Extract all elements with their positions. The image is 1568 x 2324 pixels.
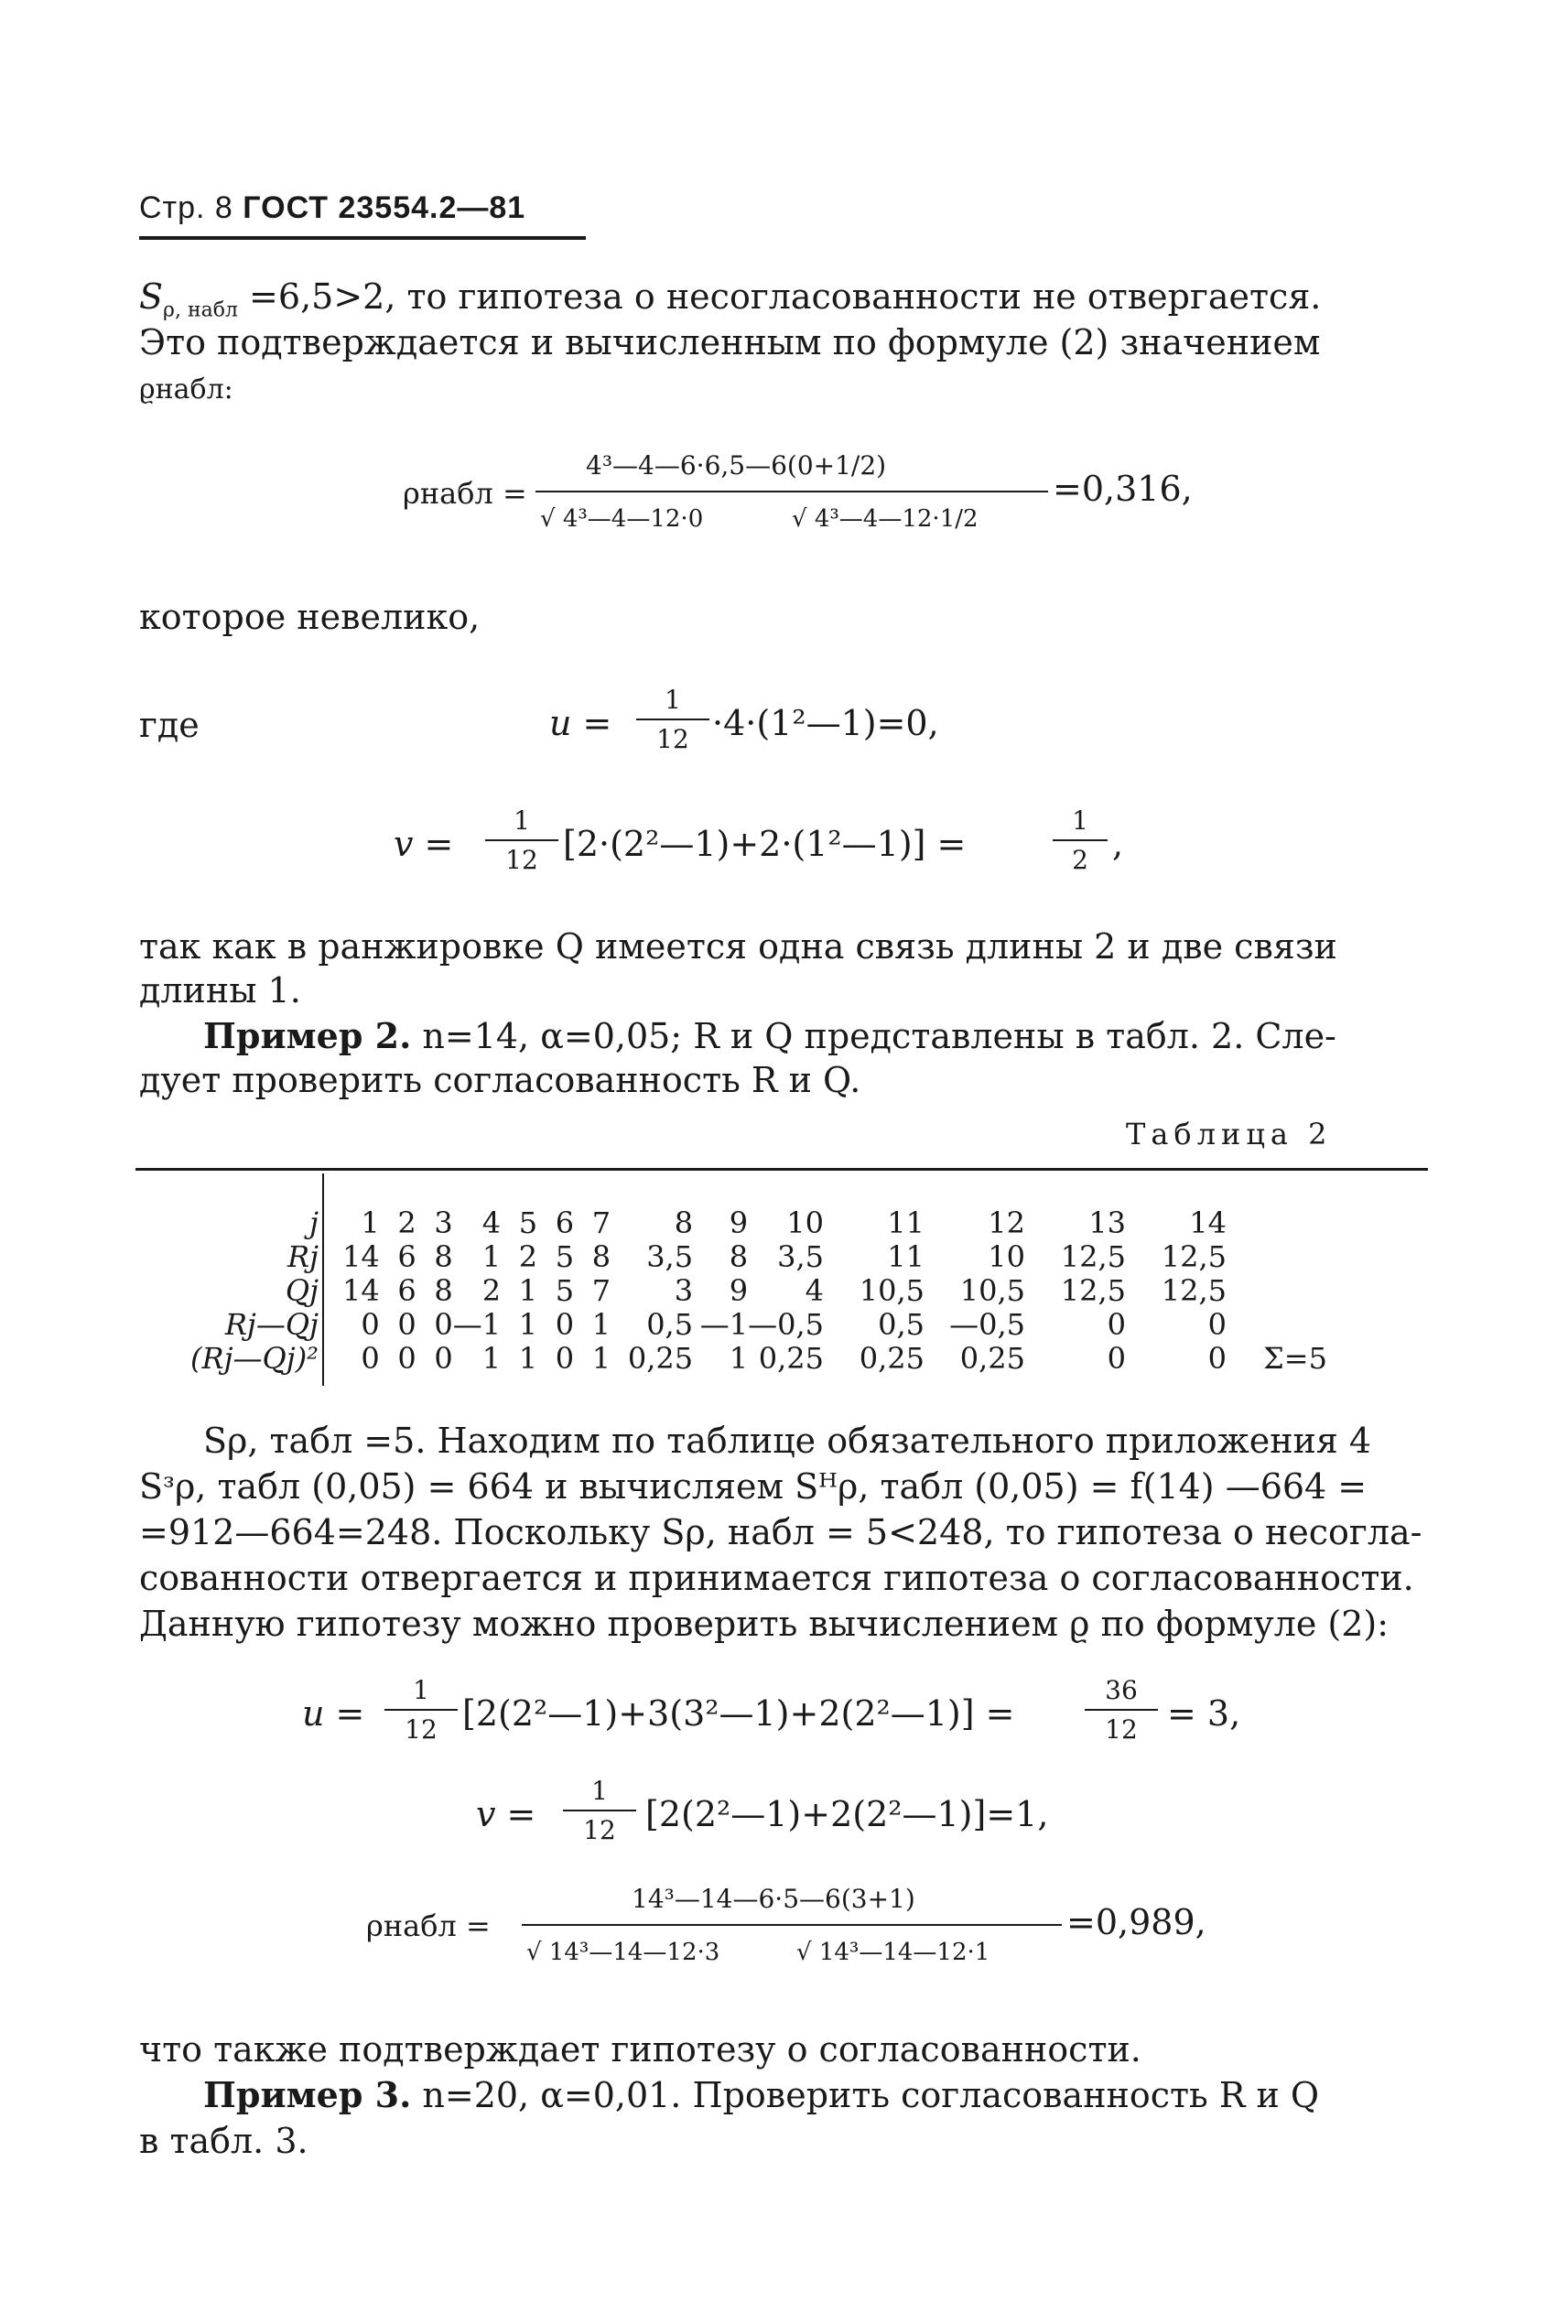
- table-2-row: [135, 1274, 1327, 1308]
- v1-num2: 1: [1072, 805, 1088, 836]
- table-2-cell: —0,5: [748, 1307, 824, 1342]
- u1-lhs: u =: [549, 703, 612, 743]
- formula-2-numerator: 14³—14—6·5—6(3+1): [632, 1884, 915, 1914]
- formula-1-rhs: =0,316,: [1053, 469, 1193, 509]
- table-2-cell: 0,5: [878, 1307, 925, 1342]
- table-2-row-head: j: [309, 1205, 319, 1240]
- u2-den2: 12: [1105, 1714, 1138, 1745]
- table-2-cell: —0,5: [949, 1307, 1025, 1342]
- where-label: где: [139, 705, 200, 745]
- table-2-cell: 6: [555, 1205, 575, 1240]
- table-2-row: [135, 1342, 1327, 1376]
- u1-den: 12: [656, 724, 689, 754]
- formula-1-bar: [535, 491, 1048, 492]
- table-2-cell: 0: [397, 1307, 416, 1342]
- page-label: Стр. 8: [139, 190, 233, 225]
- formula-1-den-right: √ 4³—4—12·1/2: [792, 505, 979, 533]
- u2-tail: = 3,: [1167, 1693, 1241, 1734]
- u2-den: 12: [405, 1714, 438, 1745]
- formula-2-rhs: =0,989,: [1066, 1902, 1206, 1942]
- v1-mid: [2·(2²—1)+2·(1²—1)] =: [563, 824, 967, 864]
- formula-2-bar: [522, 1924, 1062, 1926]
- table-2-cell: —1: [699, 1307, 749, 1342]
- u2-bar2: [1085, 1709, 1158, 1711]
- table-2-cell: 9: [729, 1205, 749, 1240]
- table-2-cell: 0: [1107, 1307, 1126, 1342]
- table-2-row-head: Qj: [285, 1273, 319, 1308]
- u2-mid: [2(2²—1)+3(3²—1)+2(2²—1)] =: [462, 1693, 1015, 1734]
- table-2-cell: 4: [481, 1205, 502, 1240]
- paragraph-3-line-3: =912—664=248. Поскольку Sρ, набл = 5<248, то гипотеза о несогла-: [139, 1512, 1422, 1552]
- table-2-cell: 7: [591, 1273, 611, 1308]
- v1-tail: ,: [1112, 824, 1124, 864]
- table-2-cell: 1: [481, 1341, 502, 1376]
- table-2-cell: 3: [674, 1273, 694, 1308]
- table-2-cell: 8: [434, 1273, 453, 1308]
- v2-num: 1: [591, 1776, 608, 1806]
- paragraph-1-line-1: $S_{\rho, набл} =6,5>2$, то гипотеза о несогласованности не отвергается.: [139, 276, 1322, 322]
- table-2-cell: 10: [786, 1205, 824, 1240]
- page-header: [139, 190, 525, 226]
- v2-mid: [2(2²—1)+2(2²—1)]=1,: [645, 1794, 1049, 1834]
- v1-fraction-2: [1053, 805, 1108, 875]
- table-2-cell: 6: [397, 1239, 416, 1274]
- v2-bar: [563, 1810, 636, 1811]
- u2-lhs: u =: [302, 1693, 365, 1734]
- v2-den: 12: [583, 1815, 616, 1845]
- table-2-cell: 0,5: [646, 1307, 694, 1342]
- table-2-cell: 1: [361, 1205, 380, 1240]
- table-2-cell: 0,25: [959, 1341, 1025, 1376]
- u2-fraction: [384, 1675, 458, 1745]
- table-2-cell: 3,5: [777, 1239, 824, 1274]
- table-2-cell: 12,5: [1161, 1239, 1227, 1274]
- table-2-cell: 0: [1207, 1307, 1227, 1342]
- table-2-cell: 14: [342, 1239, 380, 1274]
- table-2-cell: 14: [342, 1273, 380, 1308]
- table-2-cell: 1: [518, 1307, 538, 1342]
- table-2-cell: 12,5: [1060, 1239, 1126, 1274]
- v1-num: 1: [514, 805, 530, 836]
- example-3-line-1: Пример 3. n=20, α=0,01. Проверить согласованность R и Q: [203, 2074, 1320, 2115]
- doc-id: ГОСТ 23554.2—81: [243, 190, 526, 225]
- table-2-row-head: Rj: [287, 1239, 319, 1274]
- table-2-row-head: (Rj—Qj)²: [190, 1341, 319, 1376]
- paragraph-3-line-2: Sᶟρ, табл (0,05) = 664 и вычисляем Sᴴρ, табл (0,05) = f(14) —664 =: [139, 1466, 1368, 1507]
- u2-fraction-2: [1085, 1675, 1158, 1745]
- v1-fraction: [485, 805, 558, 875]
- u1-num: 1: [665, 685, 681, 715]
- closing-line: что также подтверждает гипотезу о согласованности.: [139, 2029, 1141, 2070]
- u1-bar: [636, 719, 709, 720]
- table-2-cell: 1: [481, 1239, 502, 1274]
- table-2-cell: 0: [434, 1307, 453, 1342]
- table-2-cell: 5: [555, 1239, 575, 1274]
- table-2-cell: 11: [887, 1239, 925, 1274]
- table-2-cell: 10,5: [859, 1273, 925, 1308]
- formula-1-lhs: ρнабл =: [403, 476, 527, 511]
- table-2-cell: 0: [1207, 1341, 1227, 1376]
- paragraph-3-line-1: Sρ, табл =5. Находим по таблице обязательного приложения 4: [203, 1421, 1372, 1461]
- paragraph-1-line-3: ϱнабл:: [139, 373, 233, 405]
- table-2-cell: 2: [397, 1205, 416, 1240]
- table-2-top-rule: [135, 1168, 1428, 1171]
- table-2-cell: 10: [988, 1239, 1025, 1274]
- u2-bar: [384, 1709, 458, 1711]
- table-2-cell: 1: [518, 1341, 538, 1376]
- table-2-cell: 10,5: [959, 1273, 1025, 1308]
- formula-2-lhs: ρнабл =: [366, 1908, 491, 1943]
- paragraph-1-line-2: Это подтверждается и вычисленным по формуле (2) значением: [139, 322, 1321, 362]
- table-2-cell: 6: [397, 1273, 416, 1308]
- table-2-cell: 5: [518, 1205, 538, 1240]
- table-2-cell: 8: [591, 1239, 611, 1274]
- v1-bar2: [1053, 839, 1108, 841]
- table-2-row: [135, 1206, 1327, 1240]
- v1-den: 12: [505, 845, 538, 875]
- table-2-caption: Таблица 2: [1126, 1117, 1333, 1151]
- table-2-cell: 5: [555, 1273, 575, 1308]
- formula-1-numerator: 4³—4—6·6,5—6(0+1/2): [586, 450, 887, 481]
- table-2-cell: 2: [481, 1273, 502, 1308]
- table-2-cell: 1: [591, 1307, 611, 1342]
- table-2-cell: 0: [361, 1341, 380, 1376]
- formula-1-den-left: √ 4³—4—12·0: [540, 505, 704, 533]
- table-2-cell: 4: [805, 1273, 824, 1308]
- table-2-cell: 0: [434, 1341, 453, 1376]
- v2-fraction: [563, 1776, 636, 1845]
- table-2-cell: 0: [397, 1341, 416, 1376]
- u2-num: 1: [413, 1675, 429, 1705]
- header-rule: [139, 236, 586, 240]
- table-2-cell: 0: [555, 1307, 575, 1342]
- table-2-sum-cell: [1227, 1206, 1327, 1240]
- table-2-row-head: Rj—Qj: [224, 1307, 319, 1342]
- table-2-cell: 12,5: [1161, 1273, 1227, 1308]
- paragraph-3-line-4: сованности отвергается и принимается гипотеза о согласованности.: [139, 1558, 1414, 1598]
- formula-2-den-left: √ 14³—14—12·3: [526, 1939, 720, 1966]
- table-2-cell: 1: [591, 1341, 611, 1376]
- table-2-cell: 0,25: [758, 1341, 824, 1376]
- example-2-line-1: Пример 2. n=14, α=0,05; R и Q представлены в табл. 2. Сле-: [203, 1015, 1336, 1056]
- example-3-line-2: в табл. 3.: [139, 2121, 308, 2161]
- paragraph-2-line-2: длины 1.: [139, 970, 301, 1011]
- paragraph-3-line-5: Данную гипотезу можно проверить вычислением ϱ по формуле (2):: [139, 1604, 1390, 1644]
- table-2-cell: 1: [518, 1273, 538, 1308]
- formula-2-den-right: √ 14³—14—12·1: [796, 1939, 990, 1966]
- table-2-cell: 12: [988, 1205, 1025, 1240]
- table-2-sum-cell: [1227, 1274, 1327, 1308]
- paragraph-2-line-1: так как в ранжировке Q имеется одна связь длины 2 и две связи: [139, 926, 1337, 967]
- table-2-cell: 12,5: [1060, 1273, 1126, 1308]
- table-2-cell: 3,5: [646, 1239, 694, 1274]
- table-2-cell: 8: [729, 1239, 749, 1274]
- v1-bar: [485, 839, 558, 841]
- table-2-row: [135, 1308, 1327, 1342]
- v2-lhs: v =: [476, 1794, 536, 1834]
- table-2-cell: 7: [591, 1205, 611, 1240]
- example-2-line-2: дует проверить согласованность R и Q.: [139, 1060, 861, 1100]
- table-2-cell: 14: [1189, 1205, 1227, 1240]
- table-2-cell: 0,25: [627, 1341, 694, 1376]
- table-2-cell: 1: [729, 1341, 749, 1376]
- table-2-sum-cell: Σ=5: [1263, 1341, 1327, 1376]
- table-2-cell: 9: [729, 1273, 749, 1308]
- u1-rhs: ·4·(1²—1)=0,: [712, 703, 939, 743]
- table-2-cell: 0: [361, 1307, 380, 1342]
- table-2-cell: 13: [1088, 1205, 1126, 1240]
- v1-den2: 2: [1072, 845, 1088, 875]
- u1-fraction: [636, 685, 709, 754]
- v1-lhs: v =: [394, 824, 454, 864]
- table-2-sum-cell: [1227, 1240, 1327, 1274]
- table-2-cell: 11: [887, 1205, 925, 1240]
- table-2: [135, 1206, 1327, 1376]
- table-2-cell: 3: [434, 1205, 453, 1240]
- table-2-sum-cell: [1227, 1308, 1327, 1342]
- u2-num2: 36: [1105, 1675, 1138, 1705]
- table-2-cell: 0,25: [859, 1341, 925, 1376]
- table-2-cell: 0: [555, 1341, 575, 1376]
- table-2-cell: 8: [434, 1239, 453, 1274]
- table-2-row: [135, 1240, 1327, 1274]
- table-2-cell: 8: [674, 1205, 694, 1240]
- text-nevelico: которое невелико,: [139, 597, 481, 637]
- table-2-cell: 0: [1107, 1341, 1126, 1376]
- table-2-cell: 2: [518, 1239, 538, 1274]
- table-2-cell: —1: [452, 1307, 502, 1342]
